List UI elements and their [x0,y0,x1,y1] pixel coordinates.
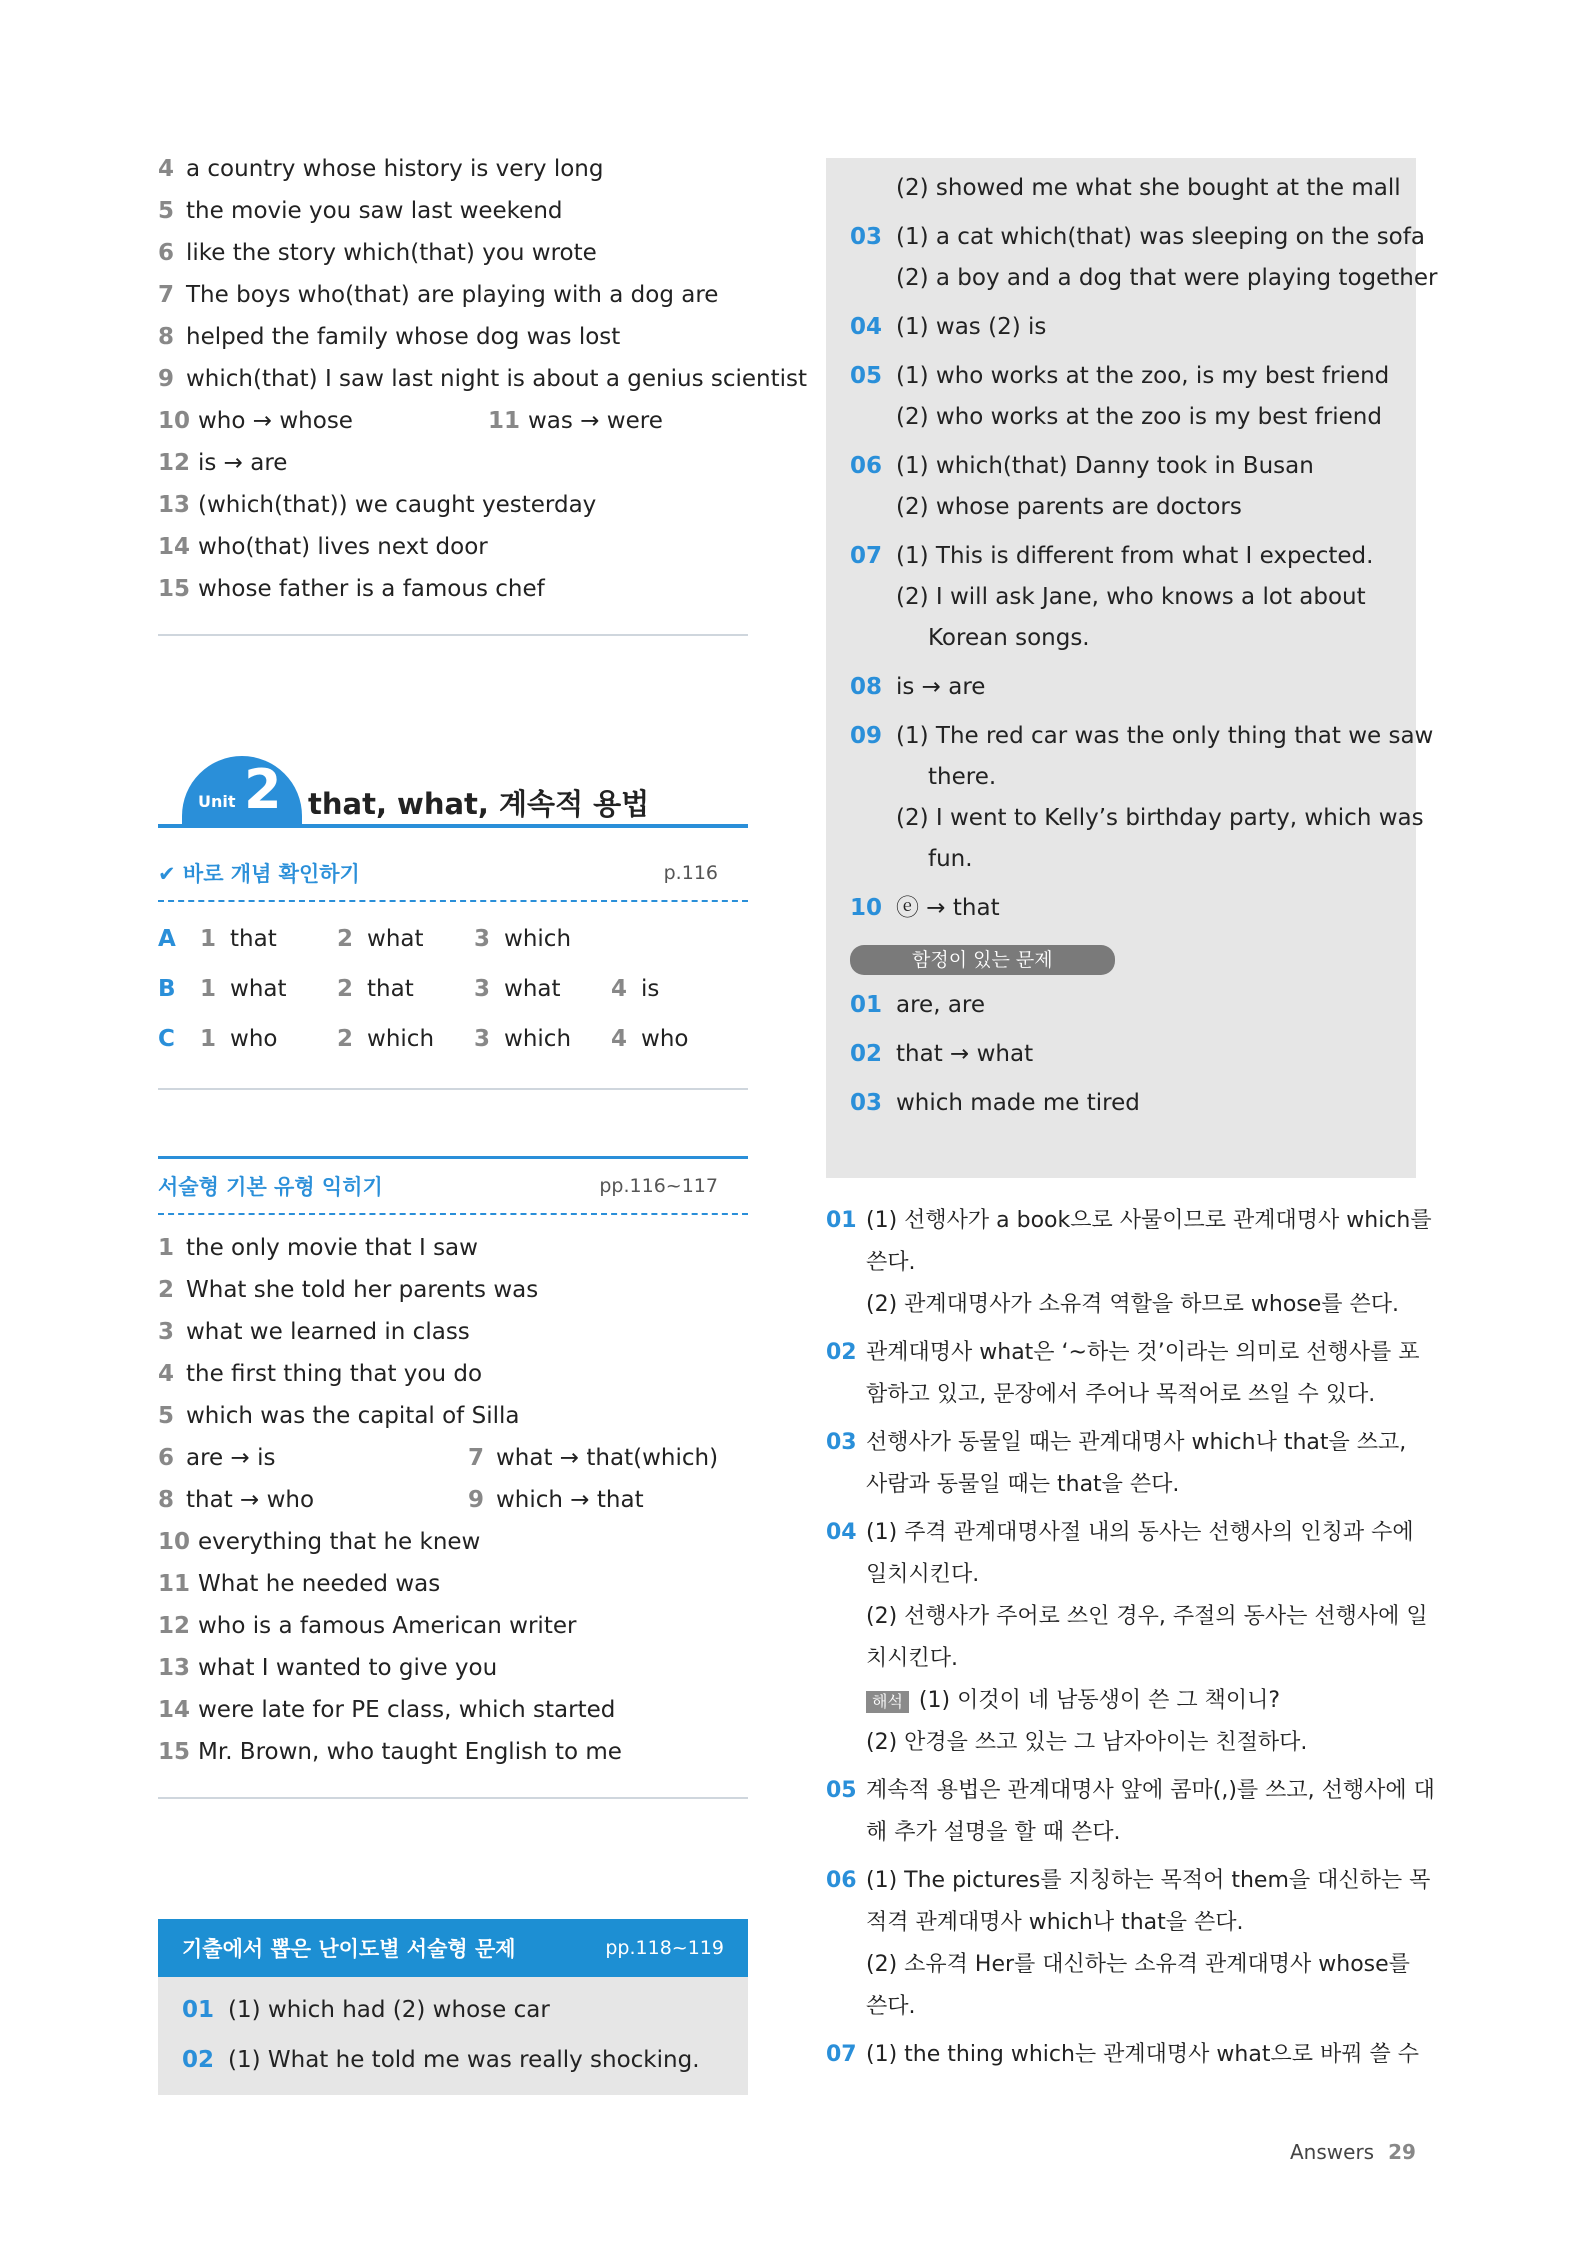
translation-text: (1) 이것이 네 남동생이 쓴 그 책이니? [918,1688,1280,1713]
item-number: 11 [488,408,521,434]
explanation-line [826,1242,1426,1284]
item-number: 07 [826,2042,857,2067]
unit-title: that, what, 계속적 용법 [308,787,650,821]
list-item [850,798,1424,839]
item-text: was → were [528,408,663,434]
item-text: (1) which had (2) whose car [228,1997,550,2023]
list-item [158,232,748,274]
list-item [158,1521,748,1563]
concept-section-page: p.116 [663,862,718,884]
list-item [850,757,1410,798]
concept-cell [200,964,337,1014]
right-panel-content [850,168,1438,1128]
list-item [850,397,1410,438]
cell-number: 3 [474,976,491,1002]
list-item [158,484,748,526]
concept-cell [337,964,474,1014]
unit-label: Unit [198,792,236,811]
list-item [850,168,1410,209]
divider [158,634,748,636]
cell-number: 2 [337,1026,354,1052]
item-number: 15 [158,576,191,602]
list-item [158,1395,748,1437]
item-number: 7 [468,1445,485,1471]
cell-text: which [367,1026,435,1052]
basic-section-title: 서술형 기본 유형 익히기 [158,1175,383,1199]
item-number: 10 [158,408,191,434]
spacer [850,659,1410,667]
item-number: 06 [826,1868,857,1893]
item-text: (1) 주격 관계대명사절 내의 동사는 선행사의 인칭과 수에 [866,1520,1414,1545]
item-text: (2) 관계대명사가 소유격 역할을 하므로 whose를 쓴다. [866,1292,1400,1317]
cell-number: 1 [200,1026,217,1052]
level-answers [158,1977,748,2095]
list-item [850,618,1410,659]
item-number: 13 [158,1655,191,1681]
level-answers-continued [850,168,1438,929]
item-number: 5 [158,1403,175,1429]
concept-cell [474,964,611,1014]
item-text: the movie you saw last weekend [186,198,563,224]
level-section-header [158,1919,748,1977]
concept-cell [474,1014,611,1064]
item-text: Korean songs. [928,625,1090,651]
item-text: like the story which(that) you wrote [186,240,597,266]
list-item [158,526,748,568]
item-text: 해 추가 설명을 할 때 쓴다. [866,1820,1121,1845]
item-number: 04 [850,314,883,340]
concept-cell [611,1014,748,1064]
list-item [850,258,1438,299]
cell-number: 4 [611,1026,628,1052]
item-text: (2) 선행사가 주어로 쓰인 경우, 주절의 동사는 선행사에 일 [866,1604,1428,1629]
explanation-line [826,1860,1431,1902]
basic-section-page: pp.116~117 [599,1175,718,1197]
list-item [850,307,1410,348]
item-text: (2) a boy and a dog that were playing together [896,265,1438,291]
explanation-line [826,1812,1426,1854]
unit-underline [158,824,748,828]
concept-cell [200,1014,337,1064]
item-text: are, are [896,992,986,1018]
trap-section-label: 함정이 있는 문제 [850,945,1115,975]
item-text: (1) 선행사가 a book으로 사물이므로 관계대명사 which를 [866,1208,1432,1233]
item-text: (1) was (2) is [896,314,1047,340]
cell-text: what [230,976,287,1002]
item-text: 함하고 있고, 문장에서 주어나 목적어로 쓰일 수 있다. [866,1382,1376,1407]
list-item [158,358,808,400]
divider [158,1797,748,1799]
list-item [158,1437,748,1479]
item-text: (1) the thing which는 관계대명사 what으로 바꿔 쓸 수 [866,2042,1419,2067]
item-text: 쓴다. [866,1994,916,2019]
explanation-line [826,1722,1426,1764]
explanation-line [826,1596,1426,1638]
cell-text: what [367,926,424,952]
item-number: 03 [850,1090,883,1116]
explanation-line [826,1554,1426,1596]
item-text: everything that he knew [198,1529,481,1555]
item-text: 사람과 동물일 때는 that을 쓴다. [866,1472,1180,1497]
item-number: 1 [158,1235,175,1261]
answer-list-top [158,148,808,610]
left-column [158,148,808,2095]
concept-row-letter: C [158,1026,175,1052]
item-text: who(that) lives next door [198,534,488,560]
concept-cell [474,914,611,964]
concept-section-title: ✔ 바로 개념 확인하기 [158,862,360,886]
cell-text: who [230,1026,278,1052]
item-text: (which(that)) we caught yesterday [198,492,597,518]
item-text: (1) This is different from what I expected. [896,543,1374,569]
item-text: (2) 안경을 쓰고 있는 그 남자아이는 친절하다. [866,1730,1308,1755]
cell-number: 3 [474,1026,491,1052]
item-text: the first thing that you do [186,1361,483,1387]
cell-number: 2 [337,926,354,952]
item-number: 11 [158,1571,191,1597]
item-text: (1) The red car was the only thing that we saw [896,723,1434,749]
list-item [850,888,1410,929]
list-item [850,981,1410,1030]
item-text: is → are [198,450,288,476]
item-text: 일치시킨다. [866,1562,980,1587]
concept-cell [200,914,337,964]
item-text: 적격 관계대명사 which나 that을 쓴다. [866,1910,1244,1935]
explanation-line [826,1512,1426,1554]
unit-number: 2 [244,758,282,821]
list-item [158,1269,748,1311]
item-text: that → who [186,1487,315,1513]
item-text: What she told her parents was [186,1277,539,1303]
item-text: which(that) I saw last night is about a genius scientist [186,366,808,392]
list-item [158,1605,748,1647]
list-item [158,1311,748,1353]
explanation-line [826,1284,1426,1326]
spacer [850,880,1410,888]
cell-text: who [641,1026,689,1052]
item-number: 01 [826,1208,857,1233]
item-number: 14 [158,534,191,560]
item-text: (2) I went to Kelly’s birthday party, which was [896,805,1424,831]
list-item [158,316,748,358]
item-number: 10 [850,895,883,921]
item-number: 07 [850,543,883,569]
translation-tag: 해석 [866,1691,909,1713]
item-number: 08 [850,674,883,700]
cell-text: that [230,926,277,952]
list-item [850,487,1410,528]
dashed-divider [158,1213,748,1215]
concept-section-header [158,846,748,900]
list-item [850,356,1410,397]
concept-cell [337,1014,474,1064]
concept-cell [611,964,748,1014]
concept-cell [337,914,474,964]
list-item [158,442,748,484]
item-text: fun. [928,846,973,872]
list-item [182,2035,724,2085]
item-number: 05 [826,1778,857,1803]
item-text: is → are [896,674,986,700]
item-number: 12 [158,1613,191,1639]
item-number: 4 [158,1361,175,1387]
item-number: 7 [158,282,175,308]
item-number: 09 [850,723,883,749]
item-text: who is a famous American writer [198,1613,577,1639]
item-text: 치시킨다. [866,1646,959,1671]
item-number: 8 [158,324,175,350]
page-footer [1290,2140,1416,2164]
item-text: (2) whose parents are doctors [896,494,1242,520]
item-text [826,1680,1280,1722]
item-text: were late for PE class, which started [198,1697,616,1723]
item-number: 3 [158,1319,175,1345]
concept-row-letter: A [158,926,176,952]
list-item [158,190,748,232]
list-item [158,274,748,316]
item-number: 6 [158,1445,175,1471]
explanation-line [826,1422,1426,1464]
explanation-line [826,1902,1426,1944]
list-item [850,1079,1410,1128]
item-text: which was the capital of Silla [186,1403,520,1429]
item-text: which → that [496,1487,644,1513]
item-text: 선행사가 동물일 때는 관계대명사 which나 that을 쓰고, [866,1430,1407,1455]
item-text: what → that(which) [496,1445,719,1471]
cell-text: which [504,926,572,952]
item-text: (1) a cat which(that) was sleeping on the sofa [896,224,1425,250]
spacer [850,299,1410,307]
item-number: 9 [158,366,175,392]
item-text: 쓴다. [866,1250,916,1275]
list-item [850,667,1410,708]
item-number: 8 [158,1487,175,1513]
basic-answers [158,1227,748,1773]
concept-row-letter: B [158,976,176,1002]
unit-header [158,756,748,846]
item-text: (2) I will ask Jane, who knows a lot about [896,584,1366,610]
item-text: (2) 소유격 Her를 대신하는 소유격 관계대명사 whose를 [866,1952,1410,1977]
item-number: 02 [850,1041,883,1067]
item-text: Mr. Brown, who taught English to me [198,1739,622,1765]
spacer [850,708,1410,716]
item-text: helped the family whose dog was lost [186,324,621,350]
item-text: which made me tired [896,1090,1140,1116]
cell-text: is [641,976,660,1002]
item-number: 9 [468,1487,485,1513]
list-item [850,217,1425,258]
list-item [158,148,748,190]
concept-answers [158,914,748,1064]
basic-section-header [158,1159,748,1213]
item-text: What he needed was [198,1571,441,1597]
footer-label: Answers [1290,2140,1375,2164]
cell-text: which [504,1026,572,1052]
item-number: 04 [826,1520,857,1545]
explanation-line [826,1770,1435,1812]
list-item [182,1985,724,2035]
concept-row [158,1014,748,1064]
explanation-line [826,1638,1426,1680]
spacer [850,438,1410,446]
explanation-line [826,1986,1426,2028]
cell-number: 1 [200,926,217,952]
page-number: 29 [1388,2140,1416,2164]
item-text: who → whose [198,408,353,434]
level-section-title: 기출에서 뽑은 난이도별 서술형 문제 [182,1937,516,1961]
item-text: the only movie that I saw [186,1235,478,1261]
explanation-line [826,1200,1432,1242]
item-number: 15 [158,1739,191,1765]
item-text: 계속적 용법은 관계대명사 앞에 콤마(,)를 쓰고, 선행사에 대 [866,1778,1435,1803]
list-item [158,1689,748,1731]
list-item [158,1731,748,1773]
item-number: 02 [826,1340,857,1365]
concept-row [158,964,748,1014]
list-item [158,1227,748,1269]
item-text: what I wanted to give you [198,1655,498,1681]
list-item [158,400,748,442]
item-number: 2 [158,1277,175,1303]
cell-text: what [504,976,561,1002]
item-text: what we learned in class [186,1319,470,1345]
item-text: (2) who works at the zoo is my best friend [896,404,1382,430]
item-text: The boys who(that) are playing with a dog are [186,282,719,308]
explanation-line [826,1464,1426,1506]
spacer [850,209,1410,217]
item-text: a country whose history is very long [186,156,604,182]
unit-badge [182,756,302,826]
item-number: 03 [850,224,883,250]
list-item [850,1030,1410,1079]
item-number: 6 [158,240,175,266]
explanations [826,1200,1435,2076]
item-number: 03 [826,1430,857,1455]
item-text: (1) who works at the zoo, is my best friend [896,363,1390,389]
list-item [850,577,1410,618]
item-text: (1) which(that) Danny took in Busan [896,453,1314,479]
item-text: (1) What he told me was really shocking. [228,2047,700,2073]
trap-answers [850,981,1410,1128]
item-number: 10 [158,1529,191,1555]
concept-row [158,914,748,964]
explanation-line [826,1680,1426,1722]
item-number: 06 [850,453,883,479]
list-item [850,716,1434,757]
cell-text: that [367,976,414,1002]
item-text: (1) The pictures를 지칭하는 목적어 them을 대신하는 목 [866,1868,1431,1893]
cell-number: 4 [611,976,628,1002]
list-item [158,1479,748,1521]
cell-number: 1 [200,976,217,1002]
cell-number: 3 [474,926,491,952]
item-number: 14 [158,1697,191,1723]
list-item [158,1647,748,1689]
list-item [158,568,748,610]
list-item [850,839,1410,880]
item-text: (2) showed me what she bought at the mall [896,175,1401,201]
item-text: 관계대명사 what은 ‘~하는 것’이라는 의미로 선행사를 포 [866,1340,1420,1365]
item-number: 01 [850,992,883,1018]
explanation-line [826,1374,1426,1416]
item-text: ⓔ → that [896,895,1000,921]
spacer [850,528,1410,536]
item-number: 5 [158,198,175,224]
cell-number: 2 [337,976,354,1002]
list-item [850,536,1410,577]
item-text: whose father is a famous chef [198,576,545,602]
item-number: 02 [182,2047,215,2073]
item-number: 05 [850,363,883,389]
item-number: 12 [158,450,191,476]
item-number: 13 [158,492,191,518]
item-number: 4 [158,156,175,182]
item-text: that → what [896,1041,1034,1067]
list-item [158,1563,748,1605]
explanation-line [826,1944,1426,1986]
list-item [850,446,1410,487]
item-text: are → is [186,1445,276,1471]
dashed-divider [158,900,748,902]
spacer [850,348,1410,356]
explanation-line [826,1332,1426,1374]
item-number: 01 [182,1997,215,2023]
item-text: there. [928,764,997,790]
level-section-page: pp.118~119 [605,1937,724,1959]
explanation-line [826,2034,1426,2076]
list-item [158,1353,748,1395]
